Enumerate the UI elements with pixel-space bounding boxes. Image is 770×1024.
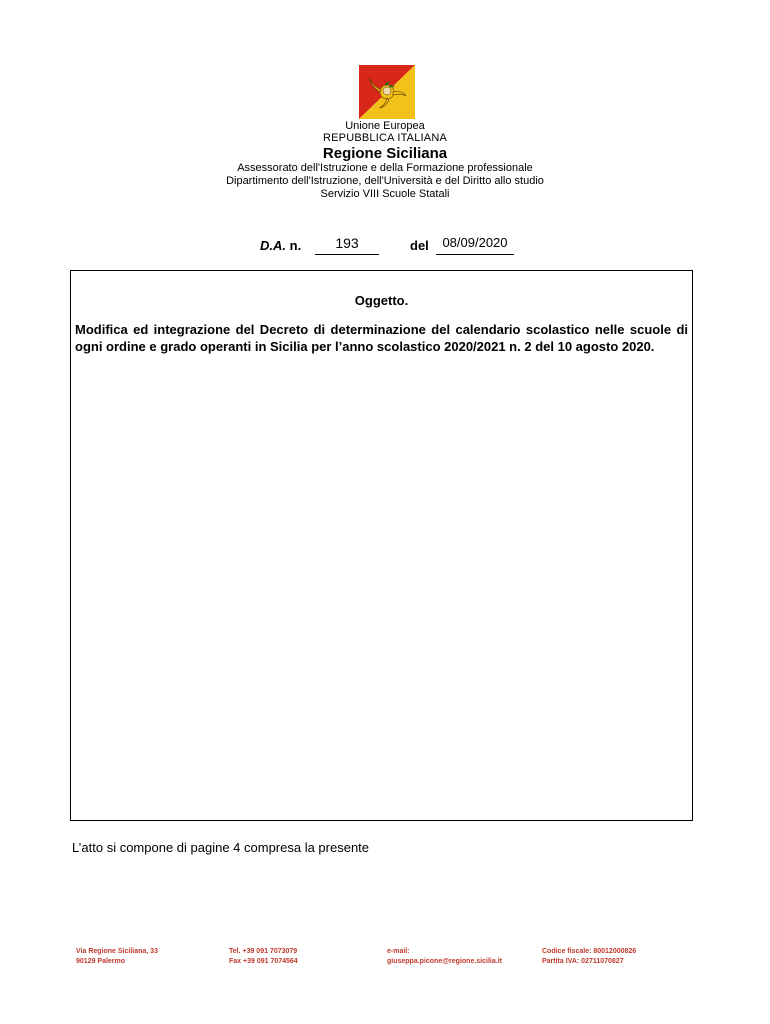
decree-del-label: del (410, 238, 429, 253)
footer-tax (542, 947, 636, 967)
footer-address-1: Via Regione Siciliana, 33 (76, 948, 158, 955)
decree-number: 193 (315, 234, 379, 255)
decree-label (260, 238, 301, 253)
footer-fax: Fax +39 091 7074564 (229, 958, 298, 965)
header-dipartimento: Dipartimento dell'Istruzione, dell'Università e del Diritto allo studio (226, 175, 544, 187)
footer-partita-iva: Partita IVA: 02711070827 (542, 958, 624, 965)
trinacria-emblem-icon (359, 65, 415, 119)
decree-da-label: D.A. (260, 238, 286, 253)
header-assessorato: Assessorato dell'Istruzione e della Formazione professionale (237, 162, 533, 174)
footer-address-2: 90129 Palermo (76, 958, 126, 965)
footer-email-label: e-mail: (387, 948, 410, 955)
subject-box (70, 270, 693, 821)
footer-phone (229, 947, 298, 967)
subject-text: Modifica ed integrazione del Decreto di determinazione del calendario scolastico nelle scuole di ogni ordine e grado operanti in Sicilia per l’anno scolastico 2020/2021 n. 2 del 10 agosto 2020. (75, 322, 688, 354)
footer-email (387, 947, 502, 967)
decree-line (0, 235, 770, 260)
footer-codice-fiscale: Codice fiscale: 80012000826 (542, 948, 637, 955)
footer-address (76, 947, 158, 967)
header-republic: REPUBBLICA ITALIANA (322, 132, 448, 144)
header-region: Regione Siciliana (322, 145, 448, 162)
pages-note: L’atto si compone di pagine 4 compresa la presente (72, 840, 370, 855)
footer-tel: Tel. +39 091 7073079 (229, 948, 298, 955)
header-eu: Unione Europea (345, 120, 425, 132)
header-servizio: Servizio VIII Scuole Statali (320, 188, 450, 200)
footer-email-address[interactable]: giuseppa.picone@regione.sicilia.it (387, 958, 502, 965)
decree-n-label: n. (289, 238, 302, 253)
decree-date: 08/09/2020 (436, 234, 514, 255)
subject-title: Oggetto. (354, 293, 409, 308)
